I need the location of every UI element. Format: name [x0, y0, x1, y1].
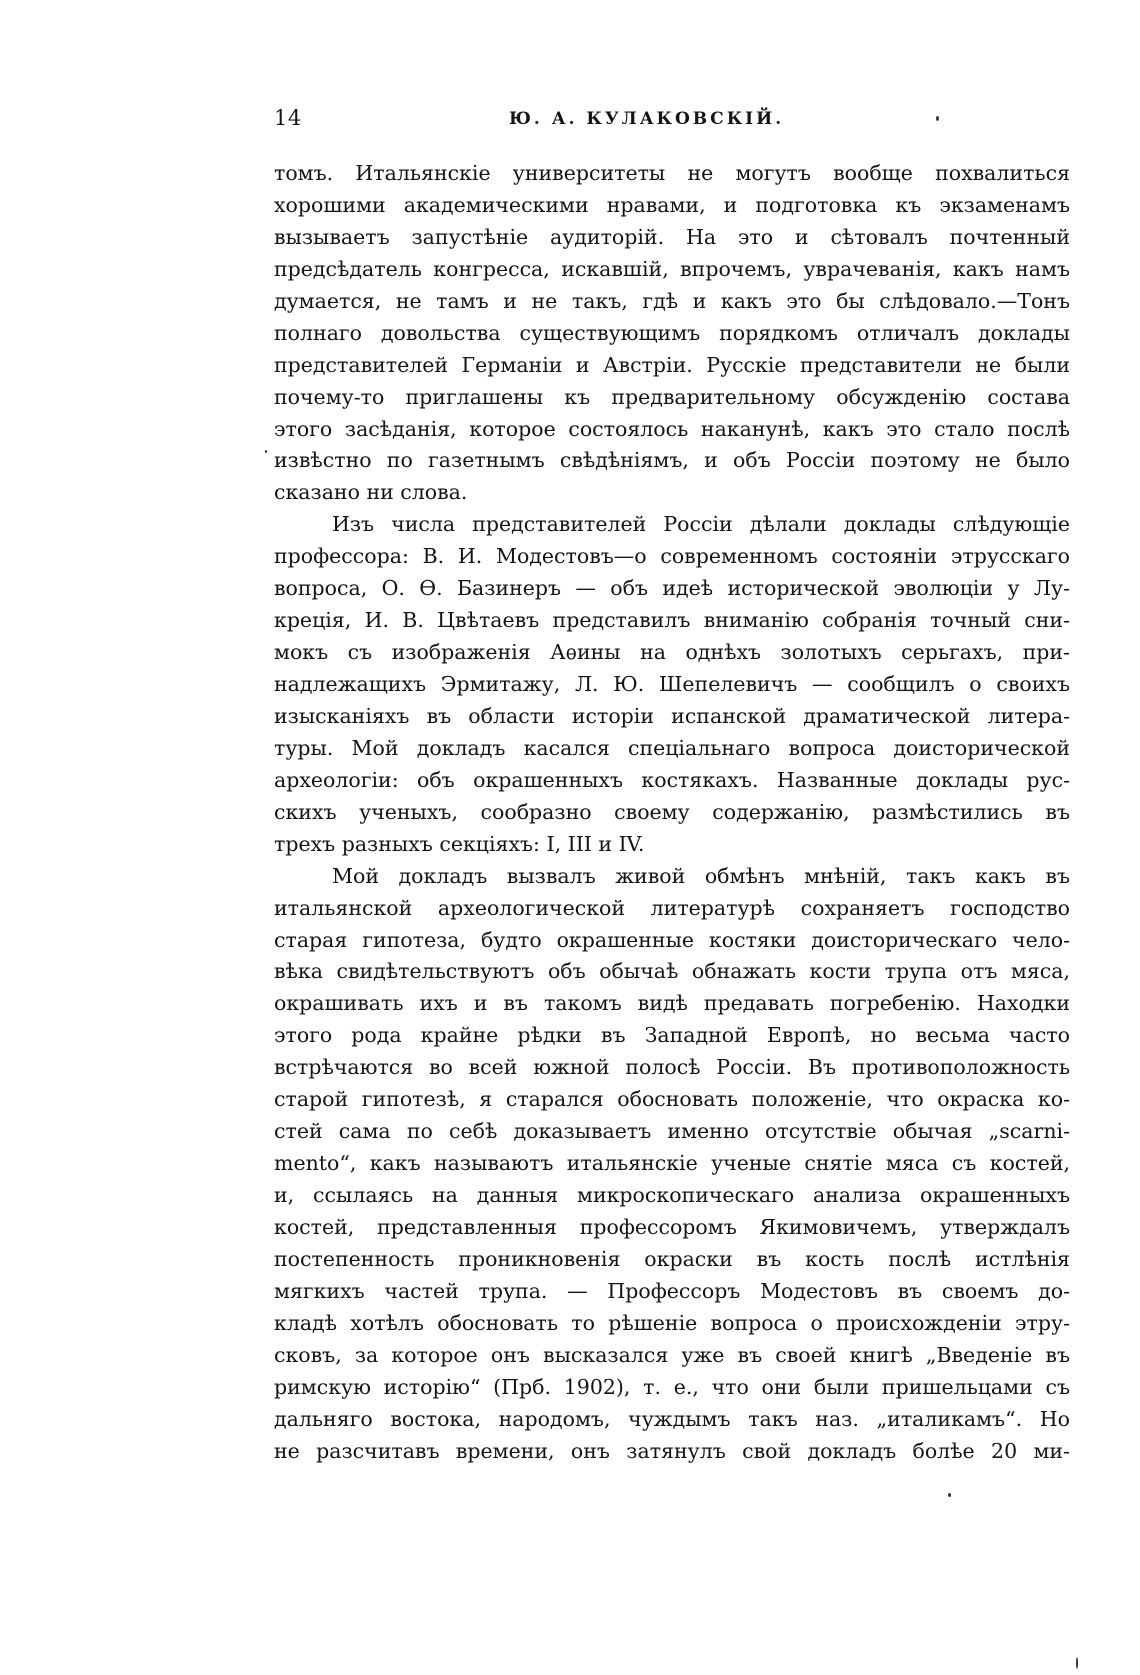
- scan-speck: [936, 116, 939, 121]
- text-line: туры. Мой докладъ касался спецiальнаго вопроса доисторической: [274, 735, 1070, 760]
- text-line: мягкихъ частей трупа. — Профессоръ Модестовъ въ своемъ до-: [274, 1278, 1070, 1303]
- text-line: томъ. Итальянскiе университеты не могутъ вообще похвалиться: [274, 161, 1070, 185]
- text-line: старой гипотезѣ, я старался обосновать положенiе, что окраска ко-: [274, 1087, 1070, 1112]
- scan-speck: [1076, 1657, 1078, 1669]
- text-line: римскую исторiю“ (Прб. 1902), т. е., что они были пришельцами съ: [274, 1374, 1070, 1399]
- text-line: почему-то приглашены къ предварительному обсужденiю состава: [274, 384, 1070, 409]
- text-line: надлежащихъ Эрмитажу, Л. Ю. Шепелевичъ — сообщилъ о своихъ: [274, 672, 1070, 696]
- text-line: вѣка свидѣтельствуютъ объ обычаѣ обнажать кости трупа отъ мяса,: [274, 959, 1070, 984]
- text-line: профессора: В. И. Модестовъ—о современномъ состоянiи этрусскаго: [274, 544, 1070, 569]
- text-line: mento“, какъ называютъ итальянскiе ученые снятiе мяса съ костей,: [274, 1151, 1070, 1176]
- text-line: итальянской археологической литературѣ сохраняетъ господство: [274, 895, 1070, 920]
- text-line: вопроса, О. Ѳ. Базинеръ — объ идеѣ исторической эволюцiи у Лу-: [274, 576, 1070, 601]
- text-line: мокъ съ изображенiя Аѳины на однѣхъ золотыхъ серьгахъ, при-: [274, 640, 1070, 665]
- text-line: изысканiяхъ въ области исторiи испанской драматической литера-: [274, 703, 1070, 728]
- body-text: [274, 158, 1070, 1467]
- text-line: этого засѣданiя, которое состоялось наканунѣ, какъ это стало послѣ: [274, 416, 1070, 441]
- text-line: представителей Германiи и Австрiи. Русскiе представители не были: [274, 352, 1070, 377]
- page-header: [274, 106, 1074, 140]
- text-line: полнаго довольства существующимъ порядкомъ отличалъ доклады: [274, 320, 1070, 345]
- text-line: постепенность проникновенiя окраски въ кость послѣ истлѣнiя: [274, 1246, 1070, 1271]
- text-line: скихъ ученыхъ, сообразно своему содержанiю, размѣстились въ: [274, 799, 1070, 824]
- text-line: сковъ, за которое онъ высказался уже въ своей книгѣ „Введенiе въ: [274, 1342, 1070, 1367]
- text-line: Мой докладъ вызвалъ живой обмѣнъ мнѣнiй, такъ какъ въ: [332, 863, 1070, 888]
- scan-speck: [265, 450, 267, 453]
- page-number: 14: [274, 106, 302, 130]
- running-head: Ю. А. КУЛАКОВСКIЙ.: [509, 109, 785, 129]
- scan-speck: [948, 1493, 951, 1497]
- text-line: вызываетъ запустѣнiе аудиторiй. На это и сѣтовалъ почтенный: [274, 224, 1070, 249]
- text-line: сказано ни слова.: [274, 480, 468, 505]
- text-line: хорошими академическими нравами, и подготовка къ экзаменамъ: [274, 192, 1070, 217]
- text-line: и, ссылаясь на данныя микроскопическаго анализа окрашенныхъ: [274, 1183, 1070, 1207]
- text-line: предсѣдатель конгресса, искавшiй, впрочемъ, уврачеванiя, какъ намъ: [274, 256, 1070, 281]
- text-line: костей, представленныя профессоромъ Якимовичемъ, утверждалъ: [274, 1214, 1070, 1239]
- text-line: не разсчитавъ времени, онъ затянулъ свой докладъ болѣе 20 ми-: [274, 1438, 1070, 1463]
- text-line: дальняго востока, народомъ, чуждымъ такъ наз. „италикамъ“. Но: [274, 1406, 1070, 1431]
- text-line: старая гипотеза, будто окрашенные костяки доисторическаго чело-: [274, 927, 1070, 952]
- text-line: этого рода крайне рѣдки въ Западной Европѣ, но весьма часто: [274, 1023, 1070, 1048]
- text-line: окрашивать ихъ и въ такомъ видѣ предавать погребенiю. Находки: [274, 991, 1070, 1016]
- text-line: стей сама по себѣ доказываетъ именно отсутствiе обычая „scarni-: [274, 1119, 1070, 1144]
- text-line: извѣстно по газетнымъ свѣдѣнiямъ, и объ Россiи поэтому не было: [274, 448, 1070, 473]
- text-line: кладѣ хотѣлъ обосновать то рѣшенiе вопроса о происхожденiи этру-: [274, 1310, 1070, 1335]
- text-line: крецiя, И. В. Цвѣтаевъ представилъ вниманiю собранiя точный сни-: [274, 608, 1070, 633]
- text-line: встрѣчаются во всей южной полосѣ Россiи. Въ противоположность: [274, 1055, 1070, 1080]
- text-line: Изъ числа представителей Россiи дѣлали доклады слѣдующiе: [332, 512, 1070, 537]
- text-line: трехъ разныхъ секцiяхъ: I, III и IV.: [274, 831, 645, 856]
- text-line: археологiи: объ окрашенныхъ костякахъ. Названные доклады рус-: [274, 767, 1070, 792]
- text-line: думается, не тамъ и не такъ, гдѣ и какъ это бы слѣдовало.—Тонъ: [274, 288, 1070, 313]
